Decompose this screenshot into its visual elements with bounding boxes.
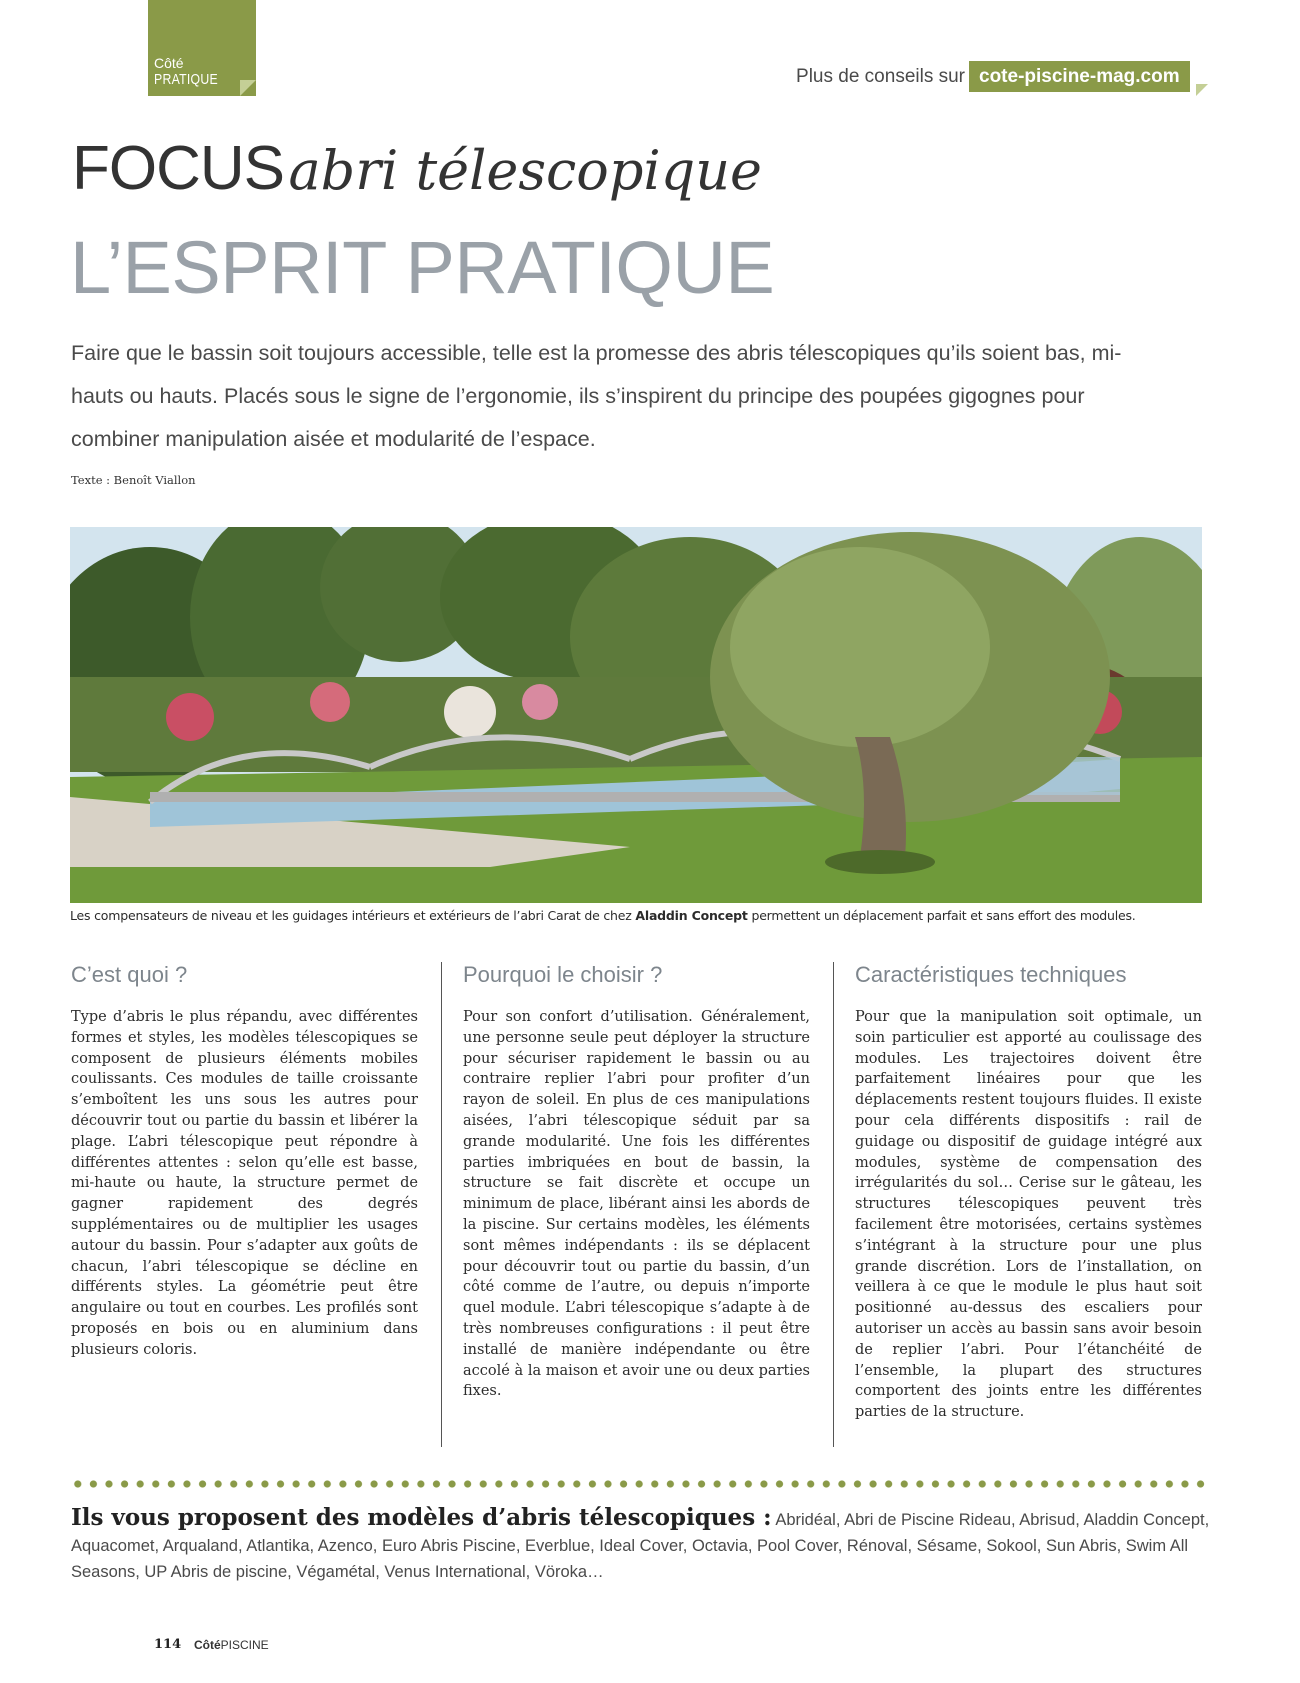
- photo-caption: [70, 908, 1205, 923]
- column-divider: [441, 962, 442, 1447]
- title-focus: FOCUS: [72, 134, 284, 203]
- column-body-why: Pour son confort d’utilisation. Généralement, une personne seule peut déployer la structure pour sécuriser rapidement le bassin ou au contraire replier l’abri pour profiter d’un rayon de soleil. En plus de ces manipulations aisées, l’abri télescopique séduit par sa grande modularité. Une fois les différentes parties imbriquées en bout de bassin, la structure se fait discrète et occupe un minimum de place, libérant ainsi les abords de la piscine. Sur certains modèles, les éléments sont mêmes indépendants : ils se déplacent pour découvrir tout ou partie du bassin, d’un côté comme de l’autre, ou depuis n’importe quel module. L’abri télescopique s’adapte à de très nombreuses configurations : il peut être installé de manière indépendante ou être accolé à la maison et avoir une ou deux parties fixes.: [463, 1009, 810, 1400]
- section-tab-label-bottom: PRATIQUE: [154, 71, 218, 88]
- suppliers-heading: Ils vous proposent des modèles d’abris télescopiques :: [71, 1504, 772, 1531]
- page-title: [72, 131, 762, 223]
- magazine-name-bold: Côté: [194, 1638, 221, 1652]
- caption-text-end: permettent un déplacement parfait et sans effort des modules.: [747, 908, 1136, 923]
- suppliers-block: [71, 1505, 1211, 1585]
- column-heading-why: Pourquoi le choisir ?: [463, 962, 663, 987]
- more-tips-text: Plus de conseils sur: [796, 66, 965, 87]
- section-tab-fold: [240, 80, 256, 96]
- column-body-what: Type d’abris le plus répandu, avec différentes formes et styles, les modèles télescopiques se composent de plusieurs éléments mobiles coulissants. Ces modules de taille croissante s’emboîtent les uns sous les autres pour découvrir tout ou partie du bassin et libérer la plage. L’abri télescopique peut répondre à différentes attentes : selon qu’elle est basse, mi-haute ou haute, la structure permet de gagner rapidement des degrés supplémentaires ou de multiplier les usages autour du bassin. Pour s’adapter aux goûts de chacun, l’abri télescopique se décline en différents styles. La géométrie peut être angulaire ou tout en courbes. Les profilés sont proposés en bois ou en aluminium dans plusieurs coloris.: [71, 1009, 418, 1358]
- column-divider: [833, 962, 834, 1447]
- column-body-specs: Pour que la manipulation soit optimale, un soin particulier est apporté au coulissage des modules. Les trajectoires doivent être parfaitement linéaires pour que les déplacements restent toujours fluides. Il existe pour cela différents dispositifs : rail de guidage ou dispositif de guidage intégré aux modules, système de compensation des irrégularités du sol… Cerise sur le gâteau, les structures télescopiques peuvent très facilement être motorisées, certains systèmes s’intégrant à la structure pour une plus grande discrétion. Lors de l’installation, on veillera à ce que le module le plus haut soit positionné au-dessus des escaliers pour autoriser un accès au bassin sans avoir besoin de replier l’abri. Pour l’étanchéité de l’ensemble, la plupart des structures comportent des joints entre les différentes parties de la structure.: [855, 1009, 1202, 1421]
- magazine-name-rest: PISCINE: [220, 1638, 269, 1652]
- intro-paragraph: Faire que le bassin soit toujours accessible, telle est la promesse des abris télescopiques qu’ils soient bas, mi-hauts ou hauts. Placés sous le signe de l’ergonomie, ils s’inspirent du principe des poupées gigognes pour combiner manipulation aisée et modularité de l’espace.: [71, 341, 1122, 451]
- title-subject: abri télescopique: [288, 139, 762, 202]
- caption-text-start: Les compensateurs de niveau et les guidages intérieurs et extérieurs de l’abri Carat de chez: [70, 908, 636, 923]
- magazine-name: [194, 1638, 269, 1652]
- headline: L’ESPRIT PRATIQUE: [70, 226, 775, 309]
- page-number: 114: [154, 1637, 182, 1652]
- caption-brand: Aladdin Concept: [635, 908, 748, 923]
- author-credit: Texte : Benoît Viallon: [71, 473, 196, 487]
- photo-illustration: [70, 527, 1202, 903]
- website-link[interactable]: cote-piscine-mag.com: [969, 61, 1190, 92]
- suppliers-list: Abridéal, Abri de Piscine Rideau, Abrisud, Aladdin Concept, Aquacomet, Arqualand, Atlantika, Azenco, Euro Abris Piscine, Everblue, Ideal Cover, Octavia, Pool Cover, Rénoval, Sésame, Sokool, Sun Abris, Swim All Seasons, UP Abris de piscine, Végamétal, Venus International, Vöroka…: [71, 1511, 1210, 1581]
- website-badge-fold: [1196, 84, 1208, 96]
- dotted-separator: [70, 1479, 1205, 1489]
- pool-enclosure-photo: [70, 527, 1202, 903]
- section-tab-label-top: Côté: [154, 55, 184, 71]
- column-heading-specs: Caractéristiques techniques: [855, 962, 1127, 987]
- column-heading-what: C’est quoi ?: [71, 962, 188, 987]
